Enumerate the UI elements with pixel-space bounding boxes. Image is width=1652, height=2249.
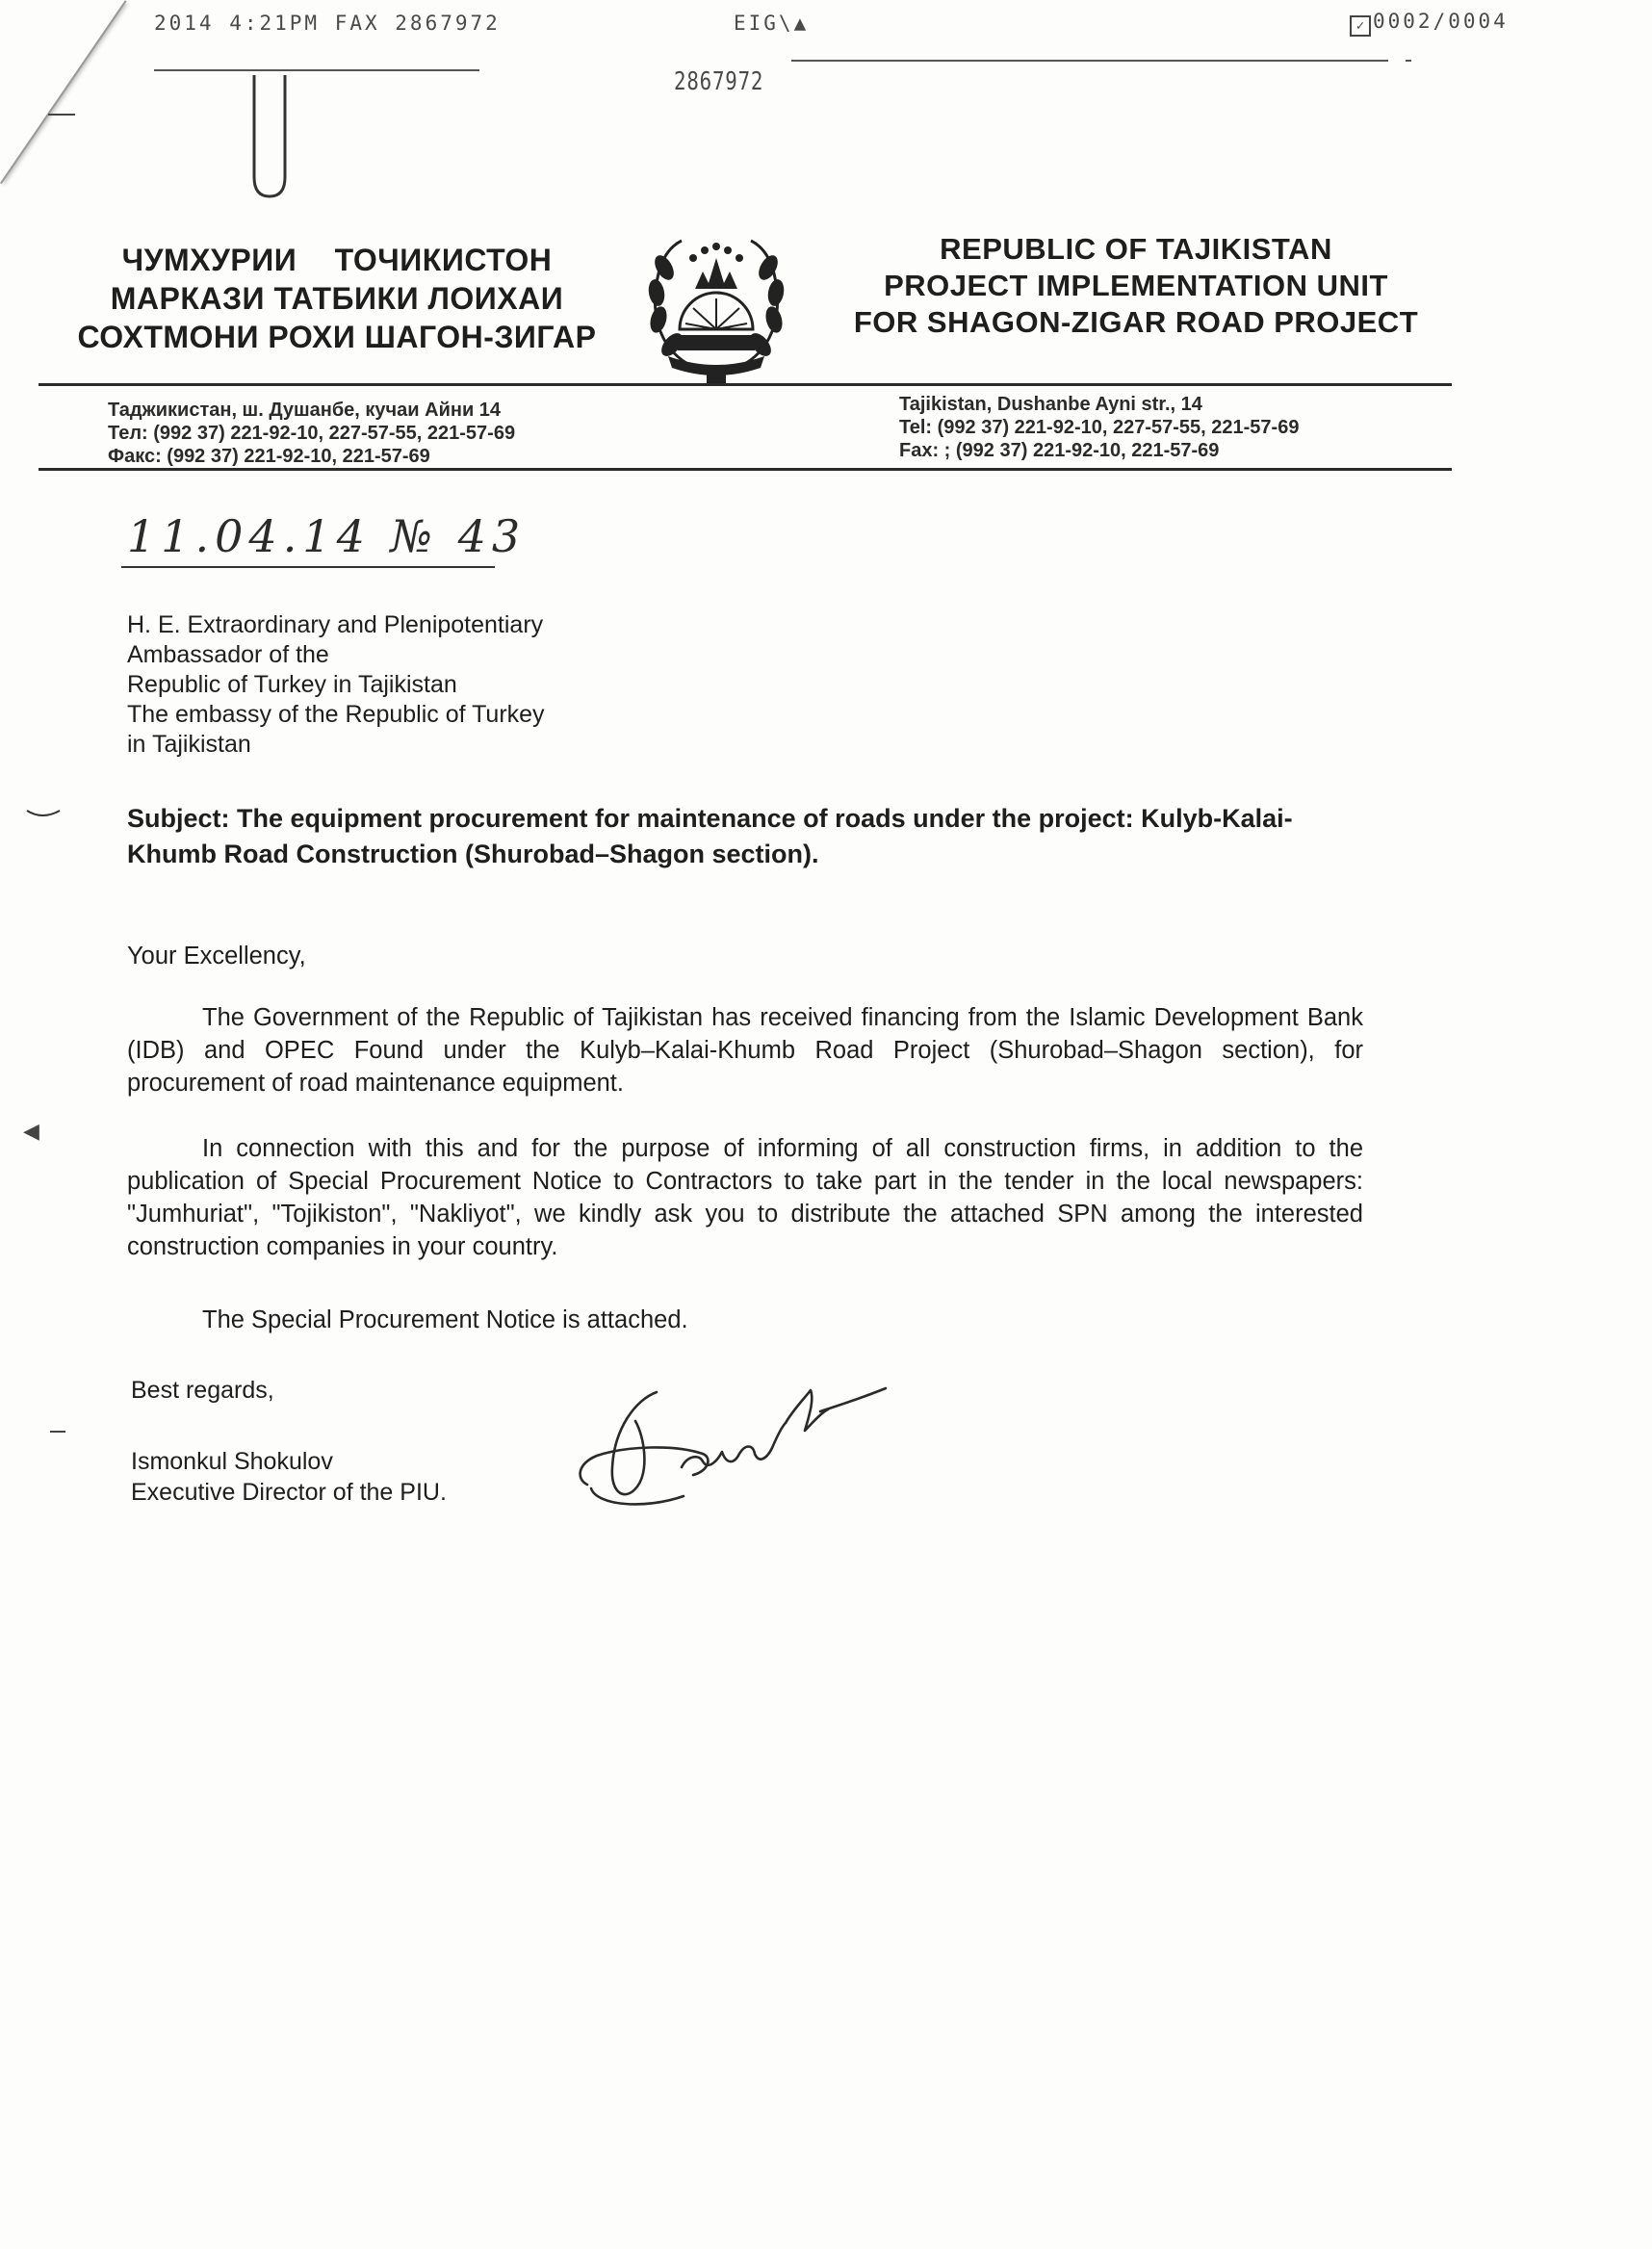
address-english-line-1: Tajikistan, Dushanbe Ayni str., 14 (899, 394, 1202, 415)
address-tajik-line-3: Факс: (992 37) 221-92-10, 221-57-69 (108, 446, 430, 467)
addressee-line-2: Ambassador of the (127, 641, 329, 668)
address-tajik-line-1: Таджикистан, ш. Душанбе, кучаи Айни 14 (108, 400, 502, 421)
signatory-name: Ismonkul Shokulov (131, 1448, 333, 1475)
margin-arrow-icon: ◀ (23, 1119, 39, 1143)
margin-tick-bottom (50, 1431, 65, 1433)
address-english-line-3: Fax: ; (992 37) 221-92-10, 221-57-69 (899, 440, 1220, 461)
body-paragraph-3: The Special Procurement Notice is attached. (202, 1306, 688, 1333)
body-paragraph-1: The Government of the Republic of Tajikistan has received financing from the Islamic Development Bank (IDB) and OPEC Found under the Kulyb–Kalai-Khumb Road Project (Shurobad–Shagon section), for procurement of road maintenance equipment. (127, 1004, 1363, 1097)
letterhead-english (828, 231, 1444, 341)
address-tajik-line-2: Тел: (992 37) 221-92-10, 227-57-55, 221-57-69 (108, 423, 516, 444)
letterhead-tajik-line-2: МАРКАЗИ ТАТБИКИ ЛОИХАИ (110, 281, 564, 316)
letterhead-english-line-3: FOR SHAGON-ZIGAR ROAD PROJECT (853, 305, 1419, 339)
fax-header-left: 2014 4:21PM FAX 2867972 (154, 12, 501, 35)
subject-line: Subject: The equipment procurement for maintenance of roads under the project: Kulyb-Kalai-Khumb Road Construction (Shurobad–Shagon section). (127, 804, 1293, 868)
stamp-mark (246, 69, 295, 204)
letterhead-english-line-1: REPUBLIC OF TAJIKISTAN (940, 232, 1332, 266)
fax-header-center: EIG\▲ (734, 12, 810, 35)
fax-number: 2867972 (674, 67, 764, 96)
reference-underline (121, 566, 495, 568)
signatory-block (131, 1446, 447, 1508)
reference-number: 11.04.14 № 43 (127, 510, 527, 562)
address-tajik (108, 399, 515, 468)
addressee-line-5: in Tajikistan (127, 731, 251, 758)
salutation: Your Excellency, (127, 943, 306, 969)
coat-of-arms-emblem (639, 229, 793, 389)
margin-mark-subject (25, 807, 64, 822)
fax-checkbox-icon: ✓ (1350, 15, 1371, 37)
fax-header-right (1350, 10, 1509, 37)
closing: Best regards, (131, 1377, 274, 1404)
letterhead-english-line-2: PROJECT IMPLEMENTATION UNIT (884, 269, 1388, 302)
handwritten-signature (568, 1371, 895, 1515)
fax-rule-right (791, 60, 1388, 62)
letterhead-rule-top (39, 383, 1452, 386)
signatory-title: Executive Director of the PIU. (131, 1479, 447, 1506)
letterhead-tajik-line-1: ЧУМХУРИИ ТОЧИКИСТОН (121, 243, 553, 277)
fax-page-count: 0002/0004 (1373, 10, 1509, 33)
letterhead-rule-bottom (39, 468, 1452, 471)
margin-tick-top (48, 114, 75, 116)
body-paragraph-2: In connection with this and for the purpose of informing of all construction firms, in addition to the publication of Special Procurement Notice to Contractors to take part in the tender in the local newspapers: "Jumhuriat", "Tojikiston", "Nakliyot", we kindly ask you to distribute the attached SPN among the interested construction companies in your country. (127, 1135, 1363, 1260)
fax-rule-left (154, 69, 479, 71)
addressee-block (127, 610, 545, 760)
letterhead-tajik (58, 241, 616, 356)
address-english-line-2: Tel: (992 37) 221-92-10, 227-57-55, 221-57-69 (899, 417, 1300, 438)
letterhead-tajik-line-3: СОХТМОНИ РОХИ ШАГОН-ЗИГАР (77, 320, 597, 354)
address-english (899, 393, 1299, 462)
fax-rule-tick (1406, 60, 1411, 62)
addressee-line-4: The embassy of the Republic of Turkey (127, 701, 545, 728)
addressee-line-1: H. E. Extraordinary and Plenipotentiary (127, 611, 544, 638)
addressee-line-3: Republic of Turkey in Tajikistan (127, 671, 457, 698)
